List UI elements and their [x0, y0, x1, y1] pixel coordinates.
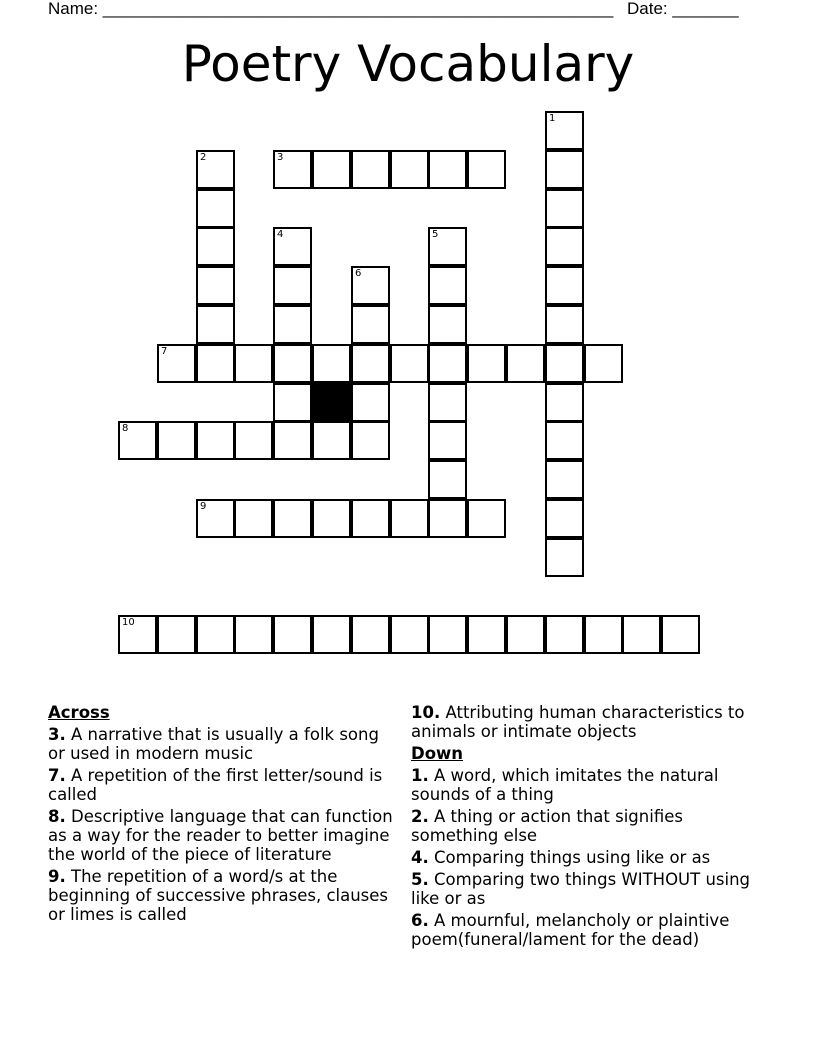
clue-across-10 [411, 703, 771, 741]
grid-cell[interactable] [428, 150, 467, 189]
grid-cell[interactable] [234, 344, 273, 383]
grid-cell[interactable] [584, 615, 623, 654]
clue-number-label: 10 [122, 617, 135, 628]
grid-cell[interactable] [273, 615, 312, 654]
clue-number-label: 9 [200, 501, 207, 512]
grid-cell[interactable] [196, 615, 235, 654]
clue-number: 7. [48, 766, 66, 785]
grid-cell[interactable] [234, 499, 273, 538]
grid-cell[interactable] [390, 499, 429, 538]
clue-number-label: 3 [277, 152, 284, 163]
grid-cell[interactable] [196, 344, 235, 383]
grid-cell[interactable] [545, 460, 584, 499]
grid-cell[interactable] [545, 615, 584, 654]
grid-cell[interactable] [196, 305, 235, 344]
grid-cell[interactable] [390, 344, 429, 383]
clue-number: 3. [48, 725, 66, 744]
grid-cell[interactable] [312, 615, 351, 654]
clue-number-label: 2 [200, 152, 207, 163]
grid-cell[interactable] [661, 615, 700, 654]
grid-cell[interactable] [157, 615, 196, 654]
grid-cell[interactable] [545, 150, 584, 189]
grid-cell[interactable] [196, 227, 235, 266]
grid-cell[interactable] [273, 266, 312, 305]
grid-cell[interactable] [545, 266, 584, 305]
page-title: Poetry Vocabulary [181, 35, 635, 93]
grid-cell[interactable] [428, 227, 467, 266]
grid-cell[interactable] [545, 227, 584, 266]
across-heading: Across [48, 703, 110, 722]
clue-number: 8. [48, 807, 66, 826]
clue-text: A repetition of the first letter/sound is called [48, 766, 383, 804]
grid-cell[interactable] [273, 421, 312, 460]
clue-text: A narrative that is usually a folk song or used in modern music [48, 725, 379, 763]
clue-number-label: 4 [277, 229, 284, 240]
grid-cell[interactable] [545, 499, 584, 538]
grid-cell[interactable] [428, 421, 467, 460]
grid-cell[interactable] [196, 266, 235, 305]
grid-cell[interactable] [312, 344, 351, 383]
grid-cell[interactable] [545, 111, 584, 150]
clue-number: 5. [411, 870, 429, 889]
grid-cell[interactable] [467, 615, 506, 654]
clue-across-8 [48, 807, 400, 864]
clue-number: 2. [411, 807, 429, 826]
grid-cell[interactable] [312, 421, 351, 460]
grid-cell[interactable] [312, 499, 351, 538]
grid-cell[interactable] [428, 383, 467, 422]
clue-number-label: 8 [122, 423, 129, 434]
grid-cell[interactable] [351, 266, 390, 305]
date-line[interactable]: Date: _______ [627, 0, 739, 18]
black-cell [312, 383, 351, 422]
clues-left-column [48, 703, 400, 927]
grid-cell[interactable] [351, 305, 390, 344]
grid-cell[interactable] [545, 421, 584, 460]
grid-cell[interactable] [157, 421, 196, 460]
grid-cell[interactable] [273, 344, 312, 383]
clue-text: Comparing things using like or as [434, 848, 711, 867]
grid-cell[interactable] [312, 150, 351, 189]
grid-cell[interactable] [545, 383, 584, 422]
grid-cell[interactable] [157, 344, 196, 383]
grid-cell[interactable] [351, 421, 390, 460]
clues-right-column [411, 703, 771, 952]
grid-cell[interactable] [196, 189, 235, 228]
grid-cell[interactable] [351, 344, 390, 383]
clue-text: A thing or action that signifies something else [411, 807, 683, 845]
clue-number: 6. [411, 911, 429, 930]
grid-cell[interactable] [545, 305, 584, 344]
grid-cell[interactable] [351, 499, 390, 538]
clue-number: 10. [411, 703, 441, 722]
clue-across-9 [48, 867, 400, 924]
clue-across-7 [48, 766, 400, 804]
clue-down-2 [411, 807, 771, 845]
clue-number: 9. [48, 867, 66, 886]
grid-cell[interactable] [196, 421, 235, 460]
grid-cell[interactable] [545, 189, 584, 228]
grid-cell[interactable] [196, 499, 235, 538]
grid-cell[interactable] [506, 615, 545, 654]
grid-cell[interactable] [390, 615, 429, 654]
grid-cell[interactable] [234, 615, 273, 654]
clue-text: A word, which imitates the natural sounds of a thing [411, 766, 719, 804]
clue-number: 1. [411, 766, 429, 785]
grid-cell[interactable] [428, 499, 467, 538]
grid-cell[interactable] [118, 615, 157, 654]
grid-cell[interactable] [545, 344, 584, 383]
grid-cell[interactable] [273, 499, 312, 538]
grid-cell[interactable] [428, 615, 467, 654]
clue-down-5 [411, 870, 771, 908]
clue-number-label: 5 [432, 229, 439, 240]
grid-cell[interactable] [273, 305, 312, 344]
grid-cell[interactable] [351, 150, 390, 189]
clue-number-label: 6 [355, 268, 362, 279]
grid-cell[interactable] [428, 344, 467, 383]
grid-cell[interactable] [467, 344, 506, 383]
grid-cell[interactable] [584, 344, 623, 383]
clue-number-label: 1 [549, 113, 556, 124]
down-heading: Down [411, 744, 464, 763]
grid-cell[interactable] [273, 383, 312, 422]
clue-text: Attributing human characteristics to animals or intimate objects [411, 703, 745, 741]
grid-cell[interactable] [118, 421, 157, 460]
clue-across-3 [48, 725, 400, 763]
grid-cell[interactable] [351, 615, 390, 654]
clue-down-1 [411, 766, 771, 804]
grid-cell[interactable] [545, 538, 584, 577]
grid-cell[interactable] [428, 266, 467, 305]
grid-cell[interactable] [622, 615, 661, 654]
clue-number: 4. [411, 848, 429, 867]
clue-down-6 [411, 911, 771, 949]
grid-cell[interactable] [467, 150, 506, 189]
grid-cell[interactable] [273, 150, 312, 189]
name-line[interactable]: Name: ______________________________________________________ [48, 0, 614, 18]
grid-cell[interactable] [273, 227, 312, 266]
grid-cell[interactable] [467, 499, 506, 538]
clue-text: Comparing two things WITHOUT using like or as [411, 870, 751, 908]
grid-cell[interactable] [506, 344, 545, 383]
grid-cell[interactable] [234, 421, 273, 460]
grid-cell[interactable] [428, 460, 467, 499]
grid-cell[interactable] [196, 150, 235, 189]
clue-text: A mournful, melancholy or plaintive poem(funeral/lament for the dead) [411, 911, 730, 949]
clue-number-label: 7 [161, 346, 168, 357]
grid-cell[interactable] [351, 383, 390, 422]
clue-down-4 [411, 848, 771, 867]
clue-text: The repetition of a word/s at the beginning of successive phrases, clauses or limes is called [48, 867, 389, 924]
clue-text: Descriptive language that can function as a way for the reader to better imagine the world of the piece of literature [48, 807, 393, 864]
grid-cell[interactable] [390, 150, 429, 189]
grid-cell[interactable] [428, 305, 467, 344]
